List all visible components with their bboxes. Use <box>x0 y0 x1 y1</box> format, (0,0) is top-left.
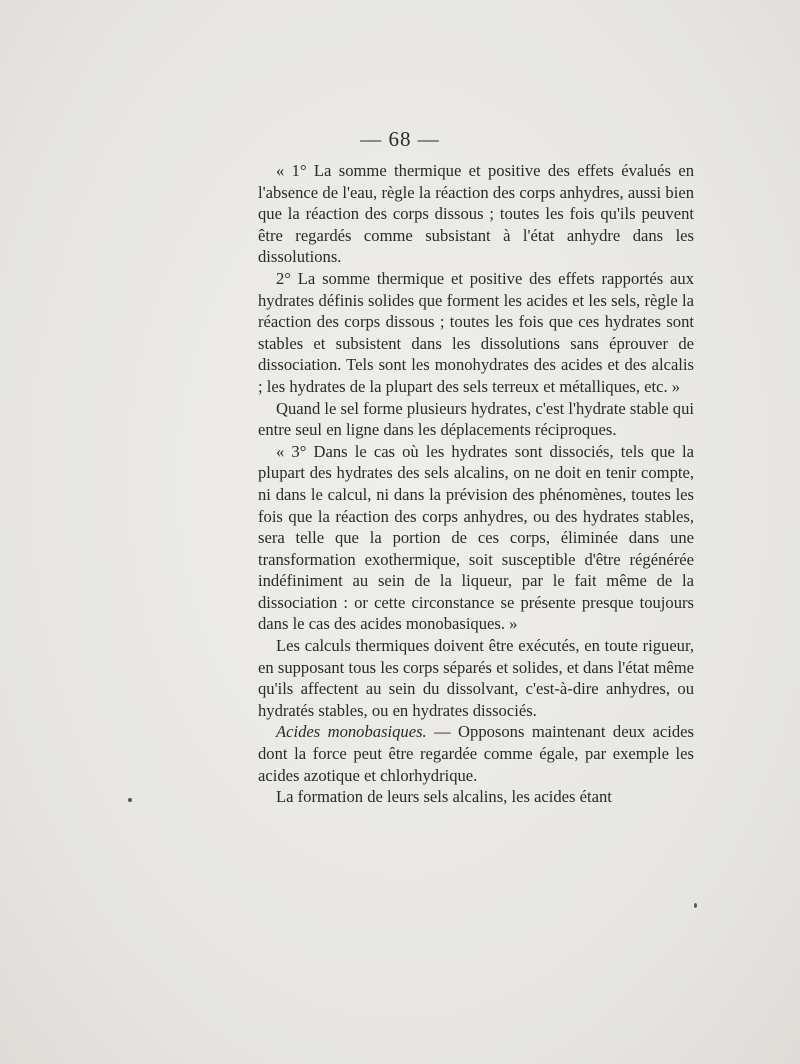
ink-speck <box>694 903 697 908</box>
paragraph-5: Les calculs thermiques doivent être exécutés, en toute rigueur, en supposant tous les corps séparés et solides, et dans l'état même qu'ils affectent au sein du dissolvant, c'est-à-dire anhydres, ou hydratés stables, ou en hydrates dissociés. <box>258 636 694 720</box>
section-paragraph <box>258 721 694 786</box>
section-heading: Acides monobasiques. <box>276 722 427 742</box>
paragraph-last: La formation de leurs sels alcalins, les acides étant <box>276 787 612 807</box>
body-text <box>258 160 694 808</box>
paragraph-1: « 1° La somme thermique et positive des effets évalués en l'absence de l'eau, règle la réaction des corps anhydres, aussi bien que la réaction des corps dissous ; toutes les fois qu'ils peuvent être regardés comme subsistant à l'état anhydre dans les dissolutions. <box>258 161 694 267</box>
paragraph-4: « 3° Dans le cas où les hydrates sont dissociés, tels que la plupart des hydrates des sels alcalins, on ne doit en tenir compte, ni dans le calcul, ni dans la prévision des phénomènes, toutes les fois que la réaction des corps anhydres, ou des hydrates stables, sera telle que la portion de ces corps, éliminée dans une transformation exothermique, soit susceptible d'être régénérée indéfiniment au sein de la liqueur, par le fait même de la dissociation : or cette circonstance se présente presque toujours dans le cas des acides monobasiques. » <box>258 441 694 634</box>
paragraph-3: Quand le sel forme plusieurs hydrates, c'est l'hydrate stable qui entre seul en ligne dans les déplacements réciproques. <box>258 398 694 440</box>
page-number: — 68 — <box>360 127 440 151</box>
section-text: — Opposons maintenant deux acides dont la force peut être regardée comme égale, par exemple les acides azotique et chlorhydrique. <box>258 722 694 785</box>
ink-speck <box>128 798 132 802</box>
paragraph-2: 2° La somme thermique et positive des effets rapportés aux hydrates définis solides que forment les acides et les sels, règle la réaction des corps dissous ; toutes les fois que ces hydrates sont stables et subsistent dans les dissolutions sans éprouver de dissociation. Tels sont les monohydrates des acides et des alcalis ; les hydrates de la plupart des sels terreux et métalliques, etc. » <box>258 268 694 396</box>
